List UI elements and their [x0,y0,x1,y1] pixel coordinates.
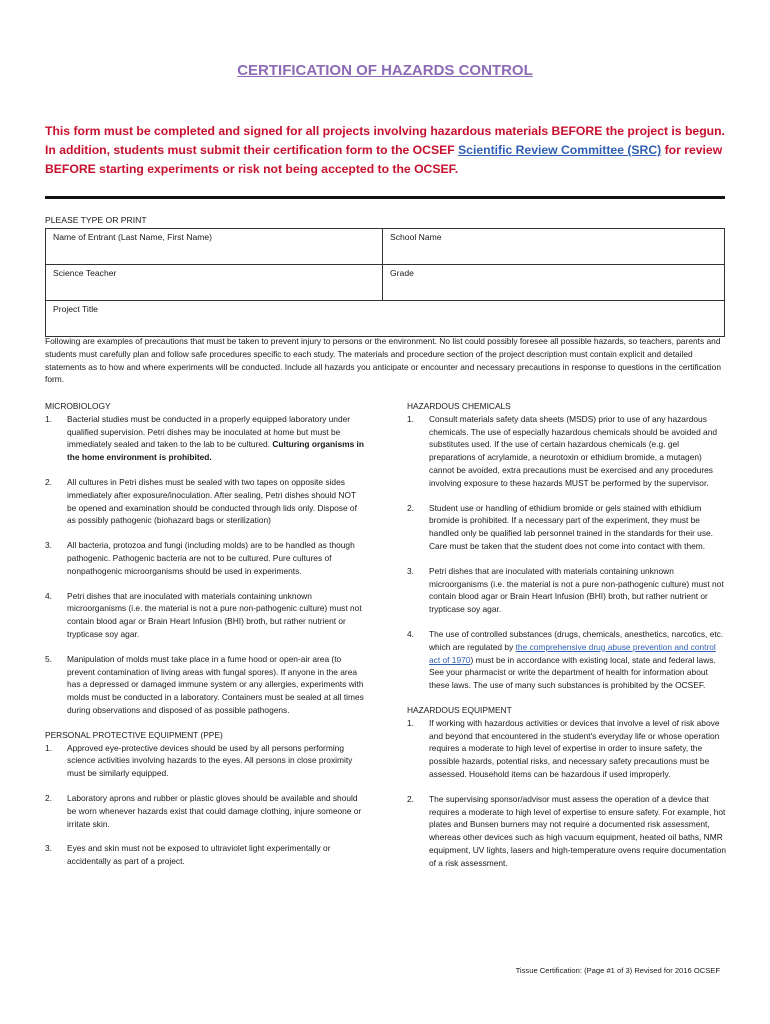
item-text: Laboratory aprons and rubber or plastic gloves should be available and should be worn whenever hazards exist that could damage clothing, injure someone or irritate skin. [67,792,362,829]
grade-label: Grade [390,268,414,278]
item-number: 1. [407,717,414,728]
divider-rule [45,196,725,199]
item-number: 2. [45,792,52,803]
school-name-field[interactable] [383,229,725,265]
item-number: 2. [407,793,414,804]
item-text: Consult materials safety data sheets (MSDS) prior to use of any hazardous chemicals. The use of especially hazardous chemicals should be avoided and substitutes used. If the use of certain hazardous chemicals (e.g. gel preparations of acrylamide, a neurotoxin or ethidium bromide, a mutagen) cannot be avoided, extra precautions must be exercised and any procedures involving exposure to these hazards MUST be performed by the supervisor. [429,413,718,488]
warning-text-1: This form must be completed and signed for all projects involving hazardous materials BEFORE the project is begun. In addition, students must submit their certification form to the OCSEF [45,124,725,157]
item-text: Approved eye-protective devices should be used by all persons performing science activities involving hazards to the eyes. All persons in close proximity must be similarly equipped. [67,742,353,779]
school-name-label: School Name [390,232,442,242]
page-title: CERTIFICATION OF HAZARDS CONTROL [237,62,533,79]
item-text: Manipulation of molds must take place in a fume hood or open-air area (to prevent contamination of living areas with fungal spores). If anyone in the area has a depressed or damaged immune system or any allergies, experiments with molds must be conducted in a laboratory. Containers must be sealed at all times during observations and disposed of as possible pathogens. [67,653,364,715]
item-number: 1. [45,413,52,424]
item-number: 3. [45,843,52,854]
item-text: Petri dishes that are inoculated with materials containing unknown microorganisms (i.e. the material is not a pure non-pathogenic culture) must not contain blood agar or Brain Heart Infusion (BHI) broth, but rather nutrient or trypticase soy agar. [67,590,362,639]
list-item [45,842,367,868]
item-bold-text: Culturing organisms in the home environment is prohibited. [67,439,364,463]
item-text-continued: ) must be in accordance with existing local, state and federal laws. See your pharmacist or write the department of health for information about these laws. The use of many such substances is prohibited by the OCSEF. [429,654,716,691]
item-text: If working with hazardous activities or devices that involve a level of risk above and beyond that encountered in the student's everyday life or whose operation requires a moderate to high level of expertise in order to insure safety, the possible hazards, potential risks, and necessary safety precautions must be assessed. Household items can be hazardous if used improperly. [429,717,720,779]
list-item [407,565,727,616]
item-number: 4. [407,628,414,639]
item-number: 3. [407,565,414,576]
item-text: All cultures in Petri dishes must be sealed with two tapes on opposite sides immediately after exposure/inoculation. After sealing, Petri dishes should NOT be opened and examination should be conducted through lids only. Dispose of as possibly pathogenic (biohazard bags or sterilization) [67,476,357,526]
hazardous-equipment-heading: HAZARDOUS EQUIPMENT [407,704,512,715]
list-item [45,792,367,830]
warning-text-2: for review BEFORE starting experiments or risk not being accepted to the OCSEF. [45,143,723,176]
ppe-heading: PERSONAL PROTECTIVE EQUIPMENT (PPE) [45,729,223,740]
drug-act-link[interactable]: the comprehensive drug abuse prevention and control act of 1970 [429,641,716,665]
grade-field[interactable] [383,265,725,301]
item-text: All bacteria, protozoa and fungi (including molds) are to be handled as though pathogenic. Pathogenic bacteria are not to be cultured. Pure cultures of nonpathogenic microorganisms should be used in experiments. [67,540,355,576]
list-item [45,590,367,641]
list-item [407,502,727,553]
list-item [45,653,367,717]
item-text: Petri dishes that are inoculated with materials containing unknown microorganisms (i.e. the material is not a pure non-pathogenic culture) must not contain blood agar or Brain Heart Infusion (BHI) broth, but rather nutrient or trypticase soy agar. [429,565,724,615]
entrant-info-table [45,228,725,337]
list-item [45,539,367,577]
item-text: Eyes and skin must not be exposed to ultraviolet light experimentally or accidentally as part of a project. [67,843,331,867]
science-teacher-field[interactable] [46,265,383,301]
list-item [407,717,727,781]
list-item [45,413,367,464]
item-number: 2. [45,476,52,487]
right-column [407,400,727,882]
item-number: 3. [45,540,52,551]
page-footer: Tissue Certification: (Page #1 of 3) Revised for 2016 OCSEF [515,966,720,975]
project-title-label: Project Title [53,304,98,314]
print-instruction: PLEASE TYPE OR PRINT [45,215,147,225]
list-item [45,476,367,527]
list-item [407,628,727,692]
warning-paragraph [45,122,735,179]
list-item [407,793,727,870]
project-title-field[interactable] [46,301,725,337]
item-number: 1. [407,413,414,424]
item-number: 5. [45,653,52,664]
hazardous-chemicals-heading: HAZARDOUS CHEMICALS [407,401,511,411]
src-link[interactable]: Scientific Review Committee (SRC) [458,143,662,157]
science-teacher-label: Science Teacher [53,268,117,278]
item-text: Student use or handling of ethidium bromide or gels stained with ethidium bromide is prohibited. If a necessary part of the experiment, they must be handled only be qualified lab personnel trained in the standards for their use. Care must be taken that the student does not come into contact with them. [429,502,714,551]
entrant-name-label: Name of Entrant (Last Name, First Name) [53,232,213,242]
item-text: The use of controlled substances (drugs, chemicals, anesthetics, narcotics, etc. which are regulated by [429,628,724,652]
item-text: Bacterial studies must be conducted in a properly equipped laboratory under qualified supervision. Petri dishes may be inoculated at home but must be immediately sealed and taken to the lab to be cultured. [67,413,351,450]
microbiology-heading: MICROBIOLOGY [45,401,111,411]
list-item [407,413,727,490]
item-number: 1. [45,742,52,753]
list-item [45,742,367,780]
intro-paragraph: Following are examples of precautions that must be taken to prevent injury to persons or the environment. No list could possibly foresee all possible hazards, so teachers, parents and students must carefully plan and follow safe procedures specific to each study. The materials and procedure section of the project description must contain explicit and detailed statements as to how and where experiments will be conducted. Include all hazards you anticipate or encounter and necessary precautions in response to questions in the certification form. [45,336,721,385]
item-text: The supervising sponsor/advisor must assess the operation of a device that requires a moderate to high level of expertise to ensure safety. For example, hot plates and Bunsen burners may not require a documented risk assessment, whereas other devices such as high vacuum equipment, heated oil baths, NMR equipment, UV lights, lasers and high-temperature ovens require documentation of a risk assessment. [429,793,727,868]
item-number: 2. [407,502,414,513]
left-column [45,400,367,880]
item-number: 4. [45,590,52,601]
entrant-name-field[interactable] [46,229,383,265]
